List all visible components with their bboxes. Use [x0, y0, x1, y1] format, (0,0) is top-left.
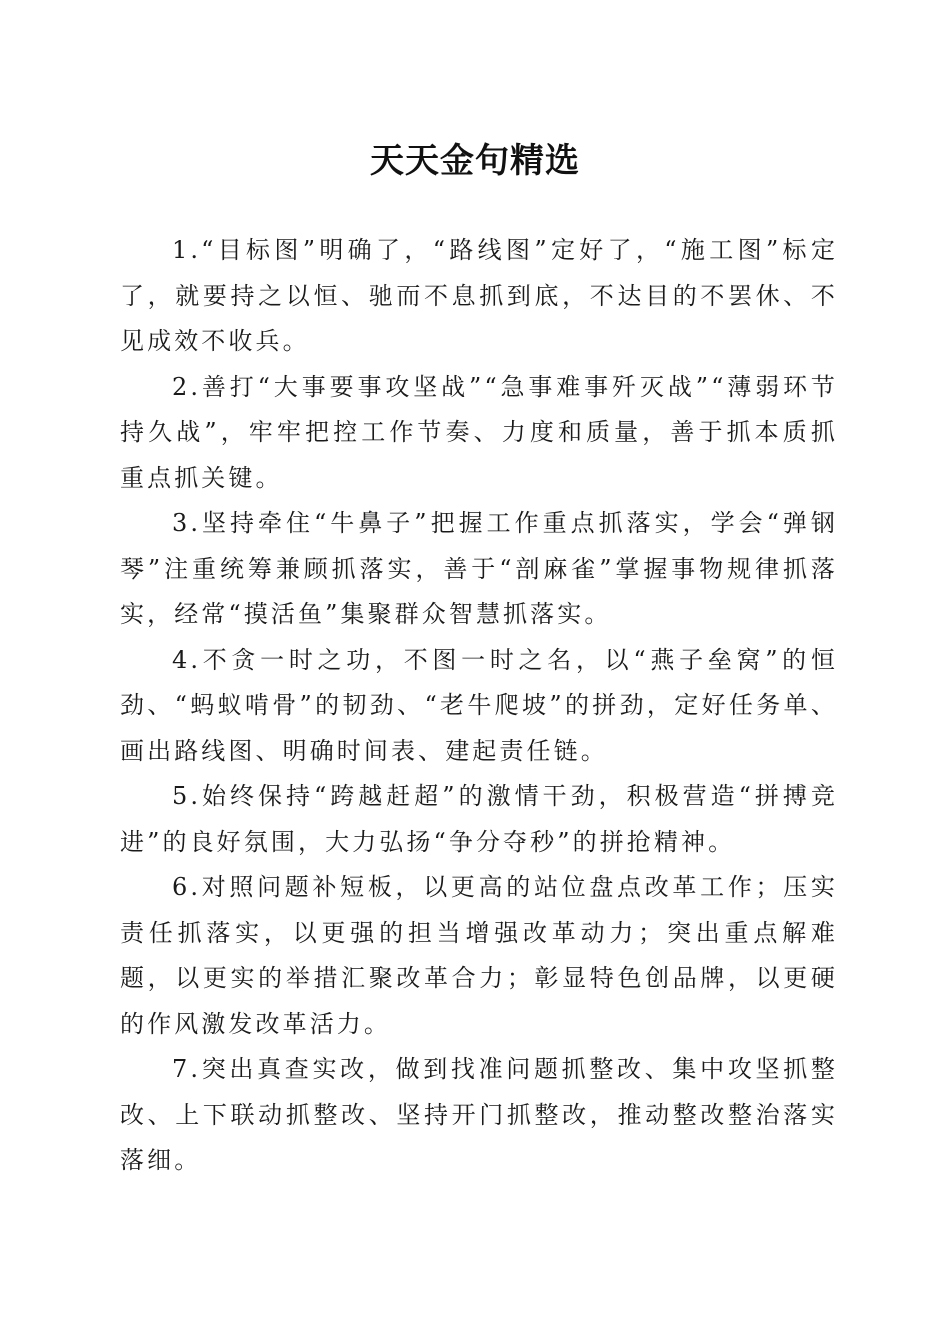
- paragraph-7: 7.突出真查实改，做到找准问题抓整改、集中攻坚抓整改、上下联动抓整改、坚持开门抓整改，推动整改整治落实落细。: [120, 1055, 838, 1174]
- paragraph-2: 2.善打“大事要事攻坚战”“急事难事歼灭战”“薄弱环节持久战”，牢牢把控工作节奏、力度和质量，善于抓本质抓重点抓关键。: [120, 372, 838, 492]
- document-title: 天天金句精选: [370, 141, 580, 181]
- paragraph-6: 6.对照问题补短板，以更高的站位盘点改革工作；压实责任抓落实，以更强的担当增强改革动力；突出重点解难题，以更实的举措汇聚改革合力；彰显特色创品牌，以更硬的作风激发改革活力。: [120, 873, 838, 1038]
- paragraph-1: 1.“目标图”明确了，“路线图”定好了，“施工图”标定了，就要持之以恒、驰而不息抓到底，不达目的不罢休、不见成效不收兵。: [120, 236, 838, 355]
- paragraph-4: 4.不贪一时之功，不图一时之名，以“燕子垒窝”的恒劲、“蚂蚁啃骨”的韧劲、“老牛爬坡”的拼劲，定好任务单、画出路线图、明确时间表、建起责任链。: [120, 645, 838, 765]
- document-body: [120, 228, 838, 1184]
- paragraph-3: 3.坚持牵住“牛鼻子”把握工作重点抓落实，学会“弹钢琴”注重统筹兼顾抓落实，善于“剖麻雀”掌握事物规律抓落实，经常“摸活鱼”集聚群众智慧抓落实。: [120, 509, 838, 628]
- paragraph-5: 5.始终保持“跨越赶超”的激情干劲，积极营造“拼搏竞进”的良好氛围，大力弘扬“争分夺秒”的拼抢精神。: [120, 782, 838, 856]
